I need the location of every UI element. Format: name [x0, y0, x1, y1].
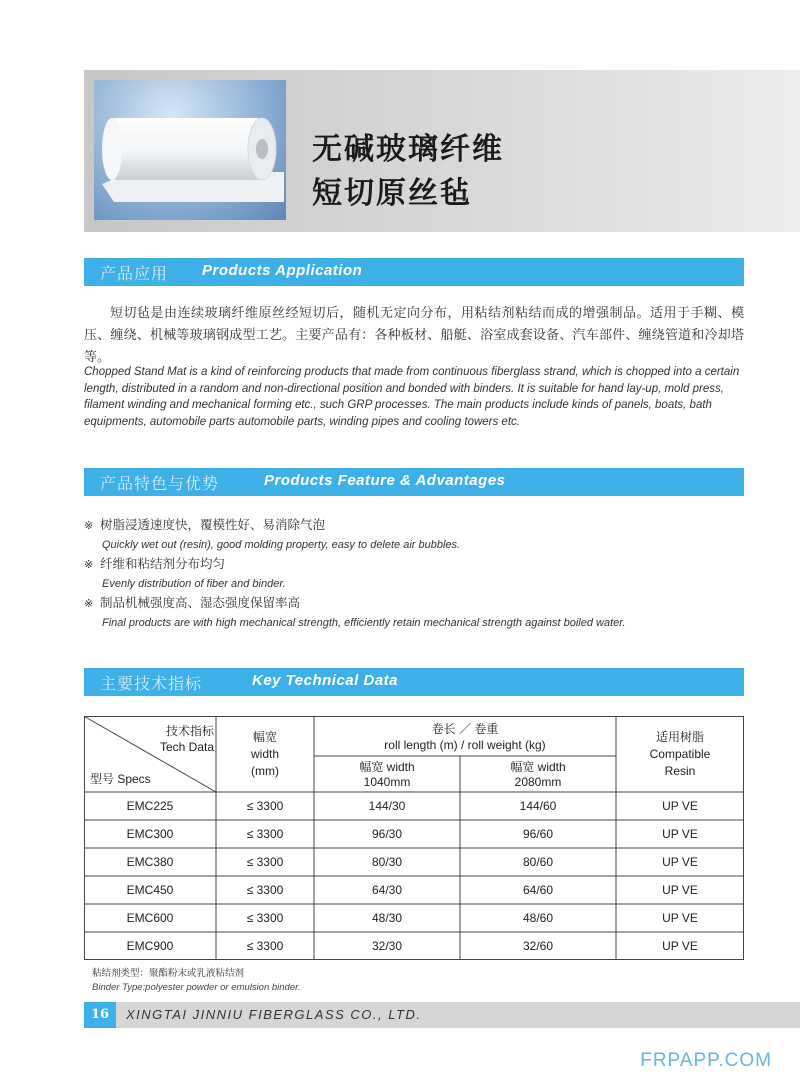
row-resin: UP VE [662, 799, 698, 813]
page-number: 16 [84, 1002, 116, 1028]
row-w1040: 144/30 [368, 799, 406, 813]
row-width: ≤ 3300 [246, 855, 284, 869]
feature-text-cn: 制品机械强度高、湿态强度保留率高 [100, 595, 301, 610]
feature-text-cn: 树脂浸透速度快，覆模性好、易消除气泡 [100, 517, 326, 532]
header-roll-en: roll length (m) / roll weight (kg) [384, 738, 546, 752]
bullet-mark: ※ [84, 519, 94, 532]
bullet-mark: ※ [84, 597, 94, 610]
row-width: ≤ 3300 [246, 827, 284, 841]
hero-title-line1: 无碱玻璃纤维 [312, 132, 504, 167]
row-resin: UP VE [662, 855, 698, 869]
header-model: 型号 Specs [90, 772, 151, 786]
row-model: EMC600 [126, 911, 174, 925]
row-w2080: 48/60 [522, 911, 554, 925]
row-resin: UP VE [662, 883, 698, 897]
binder-note-en: Binder Type:polyester powder or emulsion binder. [92, 982, 301, 993]
application-text-en: Chopped Stand Mat is a kind of reinforcing products that made from continuous fiberglass strand, which is chopped into a certain length, distributed in a random and non-directional position and bonded with binders. It is suitable for hand lay-up, mold press, filament winding and mechanical forming etc., such GRP processes. The main products include kinds of panels, boats, bath equipments, automobile parts automobile parts, winding pipes and cooling towers etc. [84, 366, 740, 428]
row-w1040: 32/30 [371, 939, 403, 953]
row-w1040: 80/30 [371, 855, 403, 869]
header-resin-en1: Compatible [649, 747, 711, 761]
row-w2080: 96/60 [522, 827, 554, 841]
row-model: EMC225 [126, 799, 174, 813]
row-model: EMC900 [126, 939, 174, 953]
watermark: FRPAPP.COM [640, 1050, 772, 1071]
bullet-mark: ※ [84, 558, 94, 571]
row-w2080: 144/60 [519, 799, 557, 813]
application-text-cn: 短切毡是由连续玻璃纤维原丝经短切后，随机无定向分布，用粘结剂粘结而成的增强制品。适用于手糊、模压、缠绕、机械等玻璃钢成型工艺。主要产品有：各种板材、船艇、浴室成套设备、汽车部件、缠绕管道和冷却塔等。 [84, 306, 744, 365]
section-title-cn: 产品特色与优势 [100, 474, 220, 493]
row-model: EMC300 [126, 827, 174, 841]
page-footer [84, 1002, 800, 1028]
feature-text-en: Final products are with high mechanical strength, efficiently retain mechanical strength against boiled water. [102, 617, 626, 629]
header-width-cn: 幅宽 [252, 730, 277, 744]
section-header-application [84, 258, 744, 286]
hero-title [312, 128, 504, 216]
row-resin: UP VE [662, 827, 698, 841]
row-width: ≤ 3300 [246, 911, 284, 925]
row-resin: UP VE [662, 939, 698, 953]
header-resin-cn: 适用树脂 [655, 730, 704, 744]
feature-text-en: Evenly distribution of fiber and binder. [102, 578, 286, 590]
header-sub2-line1: 幅宽 width [510, 760, 566, 774]
header-resin-en2: Resin [664, 764, 696, 778]
row-w1040: 64/30 [371, 883, 403, 897]
feature-text-cn: 纤维和粘结剂分布均匀 [100, 556, 226, 571]
header-roll-cn: 卷长 ／ 卷重 [431, 722, 499, 736]
row-model: EMC450 [126, 883, 174, 897]
section-title-en: Key Technical Data [252, 672, 398, 689]
header-sub2-line2: 2080mm [514, 775, 562, 789]
company-name: XINGTAI JINNIU FIBERGLASS CO., LTD. [126, 1007, 422, 1022]
row-resin: UP VE [662, 911, 698, 925]
section-title-cn: 产品应用 [100, 264, 169, 283]
header-width-unit: (mm) [251, 764, 279, 778]
feature-text-en: Quickly wet out (resin), good molding property, easy to delete air bubbles. [102, 539, 461, 551]
fiberglass-roll-image [94, 80, 286, 220]
section-header-features [84, 468, 744, 496]
row-width: ≤ 3300 [246, 939, 284, 953]
row-w2080: 64/60 [522, 883, 554, 897]
row-w2080: 32/60 [522, 939, 554, 953]
features-list [84, 515, 744, 632]
feature-item [84, 593, 744, 632]
binder-note-cn: 粘结剂类型：聚酯粉末或乳液粘结剂 [92, 968, 245, 979]
header-tech-cn: 技术指标 [165, 724, 214, 738]
hero-title-line2: 短切原丝毡 [312, 176, 472, 211]
header-sub1-line1: 幅宽 width [359, 760, 415, 774]
section-title-en: Products Feature & Advantages [264, 472, 506, 489]
header-sub1-line2: 1040mm [363, 775, 411, 789]
product-photo [94, 80, 286, 220]
row-width: ≤ 3300 [246, 799, 284, 813]
section-title-cn: 主要技术指标 [100, 674, 203, 693]
feature-item [84, 515, 744, 554]
header-tech-en: Tech Data [159, 740, 214, 754]
row-w1040: 96/30 [371, 827, 403, 841]
row-width: ≤ 3300 [246, 883, 284, 897]
row-w1040: 48/30 [371, 911, 403, 925]
section-title-en: Products Application [202, 262, 363, 279]
hero-banner [84, 70, 800, 232]
header-width-en: width [250, 747, 279, 761]
feature-item [84, 554, 744, 593]
technical-data-table [84, 716, 744, 960]
section-header-technical [84, 668, 744, 696]
row-w2080: 80/60 [522, 855, 554, 869]
row-model: EMC380 [126, 855, 174, 869]
